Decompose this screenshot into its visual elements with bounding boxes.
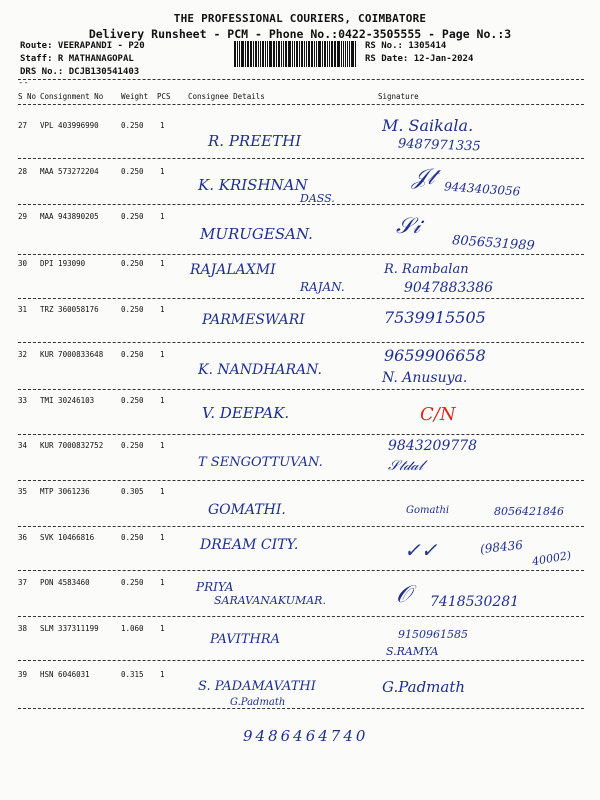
sno-cell: 38 [18,624,28,633]
barcode-bar [239,41,240,67]
signature-scribble-icon: 𝒪 [396,580,412,608]
signature-handwriting-secondary: N. Anusuya. [382,370,468,386]
signature-handwriting: 9659906658 [384,346,486,365]
barcode-bar [255,41,258,67]
consignment-cell: MTP 3061236 [40,487,90,496]
col-header-pcs: PCS [157,92,171,101]
barcode-bar [311,41,313,67]
barcode-bar [278,41,280,67]
consignee-handwriting: MURUGESAN. [200,225,313,243]
pcs-cell: 1 [160,305,165,314]
barcode-bar [237,41,238,67]
barcode-bar [285,41,287,67]
consignee-handwriting: T SENGOTTUVAN. [198,455,323,470]
runsheet-meta-left [20,40,145,79]
barcode-bar [334,41,336,67]
consignee-handwriting-secondary: G.Padmath [230,697,286,708]
drs-number: DRS No.: DCJB130541403 [20,67,140,77]
row-divider [18,708,584,709]
row-divider [18,204,584,205]
barcode-bar [269,41,272,67]
pcs-cell: 1 [160,396,165,405]
pcs-cell: 1 [160,670,165,679]
barcode [234,41,357,67]
barcode-bar [267,41,268,67]
weight-cell: 0.250 [121,578,144,587]
barcode-bar [273,41,275,67]
sno-cell: 34 [18,441,28,450]
barcode-bar [276,41,277,67]
footer-handwriting: 9486464740 [243,727,369,745]
consignee-handwriting: DREAM CITY. [200,537,299,553]
barcode-bar [265,41,266,67]
weight-cell: 0.250 [121,167,144,176]
pcs-cell: 1 [160,533,165,542]
sno-cell: 37 [18,578,28,587]
barcode-bar [260,41,261,67]
row-divider [18,434,584,435]
barcode-bar [327,41,328,67]
sno-cell: 35 [18,487,28,496]
signature-handwriting: (98436 [479,537,524,557]
barcode-bar [329,41,330,67]
consignee-handwriting-secondary: SARAVANAKUMAR. [214,594,326,607]
weight-cell: 0.250 [121,441,144,450]
pcs-cell: 1 [160,487,165,496]
barcode-bar [322,41,323,67]
pcs-cell: 1 [160,624,165,633]
document-title: THE PROFESSIONAL COURIERS, COIMBATORE [173,12,427,25]
consignee-handwriting-secondary: RAJAN. [300,280,345,294]
signature-handwriting-secondary: 8056421846 [494,505,564,518]
barcode-bar [250,41,252,67]
consignee-handwriting: PARMESWARI [202,312,305,328]
col-header-weight: Weight [121,92,149,101]
barcode-bar [351,41,354,67]
pcs-cell: 1 [160,441,165,450]
rs-number: RS No.: 1305414 [365,41,447,51]
row-divider [18,389,584,390]
signature-handwriting-secondary: S.RAMYA [386,645,439,658]
consignee-handwriting: GOMATHI. [208,502,286,518]
weight-cell: 0.250 [121,396,144,405]
sno-cell: 32 [18,350,28,359]
sno-cell: 36 [18,533,28,542]
signature-handwriting: 9443403056 [443,179,521,199]
weight-cell: 0.250 [121,533,144,542]
barcode-bar [253,41,254,67]
barcode-bar [316,41,317,67]
barcode-bar [355,41,356,67]
barcode-bar [292,41,293,67]
barcode-bar [241,41,244,67]
row-divider [18,570,584,571]
consignment-cell: TRZ 360058176 [40,305,99,314]
consignee-handwriting: V. DEEPAK. [202,404,290,422]
consignment-cell: PON 4583460 [40,578,90,587]
consignee-handwriting: K. NANDHARAN. [198,362,322,378]
barcode-bar [247,41,249,67]
consignment-cell: MAA 573272204 [40,167,99,176]
signature-handwriting: 7418530281 [430,594,520,610]
signature-handwriting: 9843209778 [388,438,478,454]
pcs-cell: 1 [160,259,165,268]
barcode-bar [245,41,246,67]
row-divider [18,480,584,481]
consignee-handwriting: R. PREETHI [208,132,302,150]
barcode-bar [331,41,333,67]
pcs-cell: 1 [160,121,165,130]
consignment-cell: SLM 337311199 [40,624,99,633]
col-header-signature: Signature [378,92,419,101]
signature-handwriting: M. Saikala. [382,116,474,135]
document-subtitle: Delivery Runsheet - PCM - Phone No.:0422-3505555 - Page No.:3 [88,27,512,41]
barcode-bar [281,41,282,67]
barcode-bar [301,41,304,67]
consignment-cell: SVK 10466816 [40,533,95,542]
signature-scribble-icon: 𝒮𝒾 [396,214,421,239]
signature-handwriting: R. Rambalan [384,262,469,277]
sno-cell: 29 [18,212,28,221]
col-header-sno: S No [18,92,37,101]
header-divider [18,79,584,80]
signature-handwriting-secondary: 40002) [531,548,573,569]
barcode-bar [324,41,326,67]
signature-scribble-icon: 𝒥𝓉 [412,165,435,190]
barcode-bar [347,41,348,67]
barcode-bar [283,41,284,67]
row-divider [18,158,584,159]
barcode-bar [318,41,321,67]
pcs-cell: 1 [160,578,165,587]
weight-cell: 0.315 [121,670,144,679]
checkmark-icon: ✓✓ [404,538,438,562]
signature-handwriting-secondary: 9047883386 [404,280,494,296]
consignment-cell: HSN 6046031 [40,670,90,679]
consignee-handwriting-secondary: DASS. [300,192,335,205]
barcode-bar [308,41,310,67]
barcode-bar [341,41,342,67]
row-divider [18,526,584,527]
barcode-bar [306,41,307,67]
signature-handwriting: Gomathi [406,505,450,516]
col-header-consignee: Consignee Details [188,92,265,101]
barcode-bar [296,41,298,67]
pcs-cell: 1 [160,212,165,221]
barcode-bar [345,41,347,67]
consignment-cell: KUR 7000833648 [40,350,104,359]
column-header-divider [18,104,584,105]
pcs-cell: 1 [160,167,165,176]
barcode-bar [234,41,236,67]
barcode-bar [258,41,259,67]
route-text: Route: VEERAPANDI - P20 [20,41,145,51]
pcs-cell: 1 [160,350,165,359]
rs-date: RS Date: 12-Jan-2024 [365,54,474,64]
barcode-bar [299,41,300,67]
weight-cell: 0.250 [121,121,144,130]
barcode-bar [294,41,295,67]
col-header-consignment: Consignment No [40,92,104,101]
barcode-bar [337,41,340,67]
consignee-handwriting: PAVITHRA [210,632,281,647]
barcode-bar [304,41,305,67]
barcode-bar [288,41,291,67]
consignment-cell: MAA 943890205 [40,212,99,221]
consignee-handwriting: RAJALAXMI [190,262,276,278]
consignee-handwriting: PRIYA [196,580,234,594]
weight-cell: 1.060 [121,624,144,633]
row-divider [18,298,584,299]
weight-cell: 0.305 [121,487,144,496]
sno-cell: 27 [18,121,28,130]
weight-cell: 0.250 [121,212,144,221]
signature-handwriting: C/N [420,404,456,425]
signature-handwriting: 7539915505 [384,308,486,327]
header-dash-mark: -- [18,78,29,88]
row-divider [18,254,584,255]
consignment-cell: KUR 7000832752 [40,441,104,450]
barcode-bar [314,41,315,67]
row-divider [18,616,584,617]
consignment-cell: VPL 403996990 [40,121,99,130]
signature-handwriting: G.Padmath [382,678,466,696]
consignee-handwriting: S. PADAMAVATHI [198,679,316,694]
signature-scribble-icon: 𝒮𝓉𝒹𝒶𝓁 [388,458,423,474]
weight-cell: 0.250 [121,259,144,268]
signature-handwriting: 8056531989 [451,233,536,254]
consignment-cell: TMI 30246103 [40,396,95,405]
sno-cell: 28 [18,167,28,176]
staff-text: Staff: R MATHANAGOPAL [20,54,134,64]
sno-cell: 39 [18,670,28,679]
row-divider [18,342,584,343]
sno-cell: 33 [18,396,28,405]
signature-handwriting: 9150961585 [398,628,468,641]
consignee-handwriting: K. KRISHNAN [198,176,308,194]
barcode-bar [343,41,344,67]
barcode-bar [349,41,350,67]
consignment-cell: DPI 193090 [40,259,86,268]
row-divider [18,660,584,661]
signature-handwriting-secondary: 9487971335 [397,136,481,155]
runsheet-meta-right [365,40,473,66]
barcode-bar [262,41,264,67]
sno-cell: 31 [18,305,28,314]
weight-cell: 0.250 [121,350,144,359]
weight-cell: 0.250 [121,305,144,314]
sno-cell: 30 [18,259,28,268]
